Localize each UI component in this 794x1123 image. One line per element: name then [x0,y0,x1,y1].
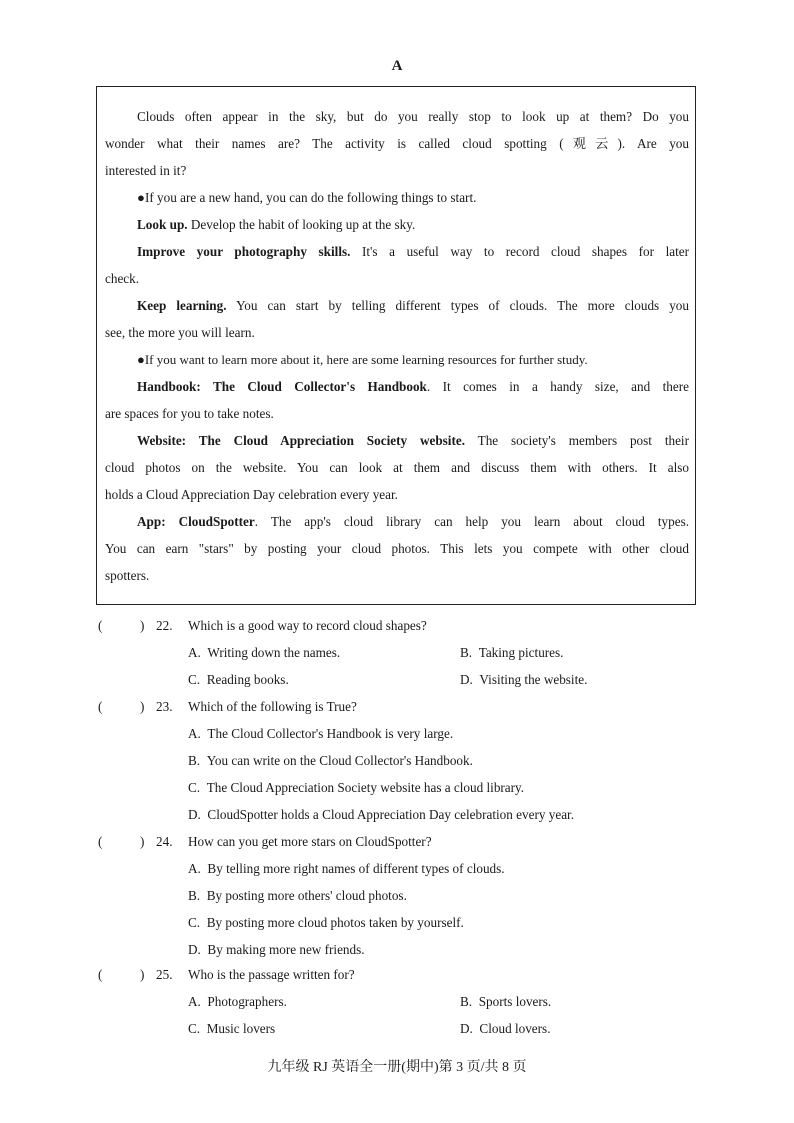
question-number: 24. [156,834,173,849]
question-23 [0,699,794,715]
question-text: Who is the passage written for? [188,967,355,982]
passage-line: cloud photos on the website. You can look at them and discuss them with others. It also [105,460,689,475]
option-c: C. Music lovers [188,1021,276,1036]
tip-heading: Look up. [137,217,188,232]
passage-line: spotters. [105,568,150,583]
resource-text: The society's members post their [465,433,689,448]
passage-line: Clouds often appear in the sky, but do you really stop to look up at them? Do you [137,109,689,124]
answer-paren-close: ) [140,618,145,633]
question-number: 25. [156,967,173,982]
answer-paren-close: ) [140,834,145,849]
option-c: C. The Cloud Appreciation Society website has a cloud library. [188,780,525,795]
question-24 [0,834,794,850]
passage-line: see, the more you will learn. [105,325,255,340]
question-25 [0,967,794,983]
option-c: C. Reading books. [188,672,289,687]
question-number: 22. [156,618,173,633]
option-b: B. Sports lovers. [460,994,552,1009]
answer-paren-close: ) [140,699,145,714]
tip-heading: Improve your photography skills. [137,244,351,259]
resource-heading: Handbook: The Cloud Collector's Handbook [137,379,427,394]
option-b: B. Taking pictures. [460,645,564,660]
passage-line: holds a Cloud Appreciation Day celebration every year. [105,487,398,502]
answer-paren-close: ) [140,967,145,982]
tip-keep-learning [137,298,689,314]
resource-text: . The app's cloud library can help you learn about cloud types. [254,514,689,529]
tip-text: Develop the habit of looking up at the sky. [187,217,416,232]
bullet-resources: ●If you want to learn more about it, here are some learning resources for further study. [137,352,588,367]
option-d: D. By making more new friends. [188,942,365,957]
option-b: B. You can write on the Cloud Collector's Handbook. [188,753,473,768]
page-footer: 九年级 RJ 英语全一册(期中)第 3 页/共 8 页 [267,1060,527,1075]
bullet-new-hand: ●If you are a new hand, you can do the following things to start. [137,190,477,205]
tip-look-up [137,217,415,233]
section-heading: A [391,58,403,74]
resource-website [137,433,689,449]
answer-paren-open: ( [98,618,103,633]
answer-paren-open: ( [98,967,103,982]
option-d: D. Visiting the website. [460,672,588,687]
option-a: A. By telling more right names of different types of clouds. [188,861,505,876]
option-b: B. By posting more others' cloud photos. [188,888,407,903]
passage-line: are spaces for you to take notes. [105,406,274,421]
passage-line: You can earn "stars" by posting your cloud photos. This lets you compete with other cloud [105,541,689,556]
resource-app [137,514,689,530]
resource-handbook [137,379,689,395]
passage-line: interested in it? [105,163,187,178]
answer-paren-open: ( [98,834,103,849]
question-number: 23. [156,699,173,714]
resource-heading: App: CloudSpotter [137,514,255,529]
tip-heading: Keep learning. [137,298,227,313]
passage-line: wonder what their names are? The activity is called cloud spotting (观云). Are you [105,136,689,151]
option-a: A. Photographers. [188,994,287,1009]
option-c: C. By posting more cloud photos taken by yourself. [188,915,464,930]
option-a: A. The Cloud Collector's Handbook is very large. [188,726,454,741]
question-text: How can you get more stars on CloudSpotter? [188,834,432,849]
answer-paren-open: ( [98,699,103,714]
reading-passage-box [96,86,696,605]
option-a: A. Writing down the names. [188,645,341,660]
option-d: D. Cloud lovers. [460,1021,551,1036]
question-text: Which is a good way to record cloud shapes? [188,618,427,633]
question-text: Which of the following is True? [188,699,357,714]
option-d: D. CloudSpotter holds a Cloud Appreciation Day celebration every year. [188,807,575,822]
tip-text: It's a useful way to record cloud shapes for later [350,244,690,259]
passage-line: check. [105,271,140,286]
question-22 [0,618,794,634]
resource-text: . It comes in a handy size, and there [426,379,689,394]
tip-photography [137,244,689,260]
tip-text: You can start by telling different types of clouds. The more clouds you [226,298,689,313]
resource-heading: Website: The Cloud Appreciation Society website. [137,433,465,448]
